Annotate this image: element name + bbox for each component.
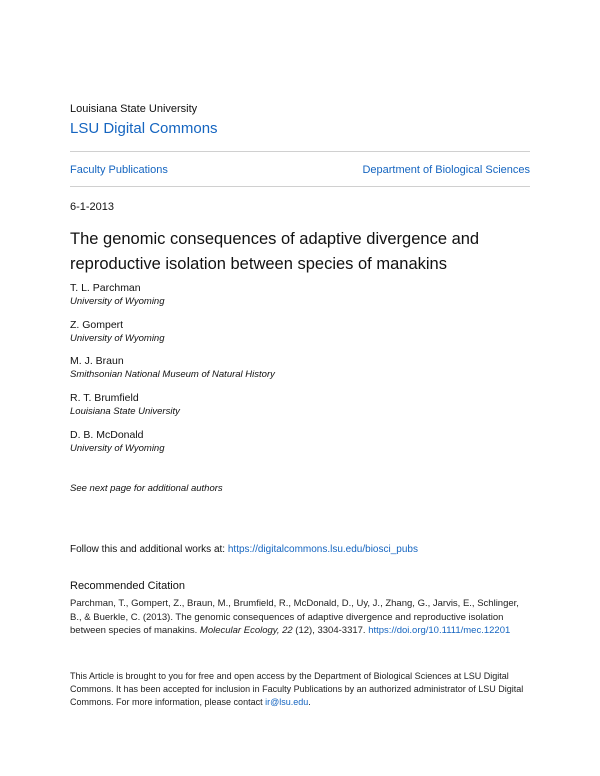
author-affiliation: University of Wyoming xyxy=(70,333,165,344)
follow-line xyxy=(70,544,418,555)
institution-name: Louisiana State University xyxy=(70,103,198,115)
author-entry xyxy=(70,318,165,346)
author-name: D. B. McDonald xyxy=(70,429,144,441)
publication-date: 6-1-2013 xyxy=(70,201,115,213)
notice-end: . xyxy=(308,697,311,707)
citation-text xyxy=(70,597,530,638)
collection-link[interactable]: https://digitalcommons.lsu.edu/biosci_pubs xyxy=(227,544,418,555)
author-name: R. T. Brumfield xyxy=(70,392,139,404)
divider xyxy=(70,151,530,152)
author-entry xyxy=(70,428,165,456)
citation-journal: Molecular Ecology, 22 xyxy=(199,625,293,636)
divider xyxy=(70,186,530,187)
repository-link[interactable]: LSU Digital Commons xyxy=(70,120,218,137)
author-name: Z. Gompert xyxy=(70,319,124,331)
author-affiliation: Smithsonian National Museum of Natural History xyxy=(70,369,275,380)
faculty-publications-link[interactable]: Faculty Publications xyxy=(70,164,168,176)
access-notice xyxy=(70,670,530,709)
author-affiliation: University of Wyoming xyxy=(70,296,165,307)
author-name: M. J. Braun xyxy=(70,355,124,367)
follow-text: Follow this and additional works at: xyxy=(70,544,228,555)
citation-body: Parchman, T., Gompert, Z., Braun, M., Brumfield, R., McDonald, D., Uy, J., Zhang, G., Jarvis, E., Schlinger, B., & Buerkle, C. (2013). The genomic consequences of adaptive divergence and reproductive isolation between species of manakins. xyxy=(70,598,519,636)
citation-pages: (12), 3304-3317. xyxy=(292,625,369,636)
author-affiliation: Louisiana State University xyxy=(70,406,180,417)
article-title: The genomic consequences of adaptive divergence and reproductive isolation between species of manakins xyxy=(70,230,480,273)
author-entry xyxy=(70,354,275,382)
additional-authors-note: See next page for additional authors xyxy=(70,483,223,494)
citation-heading: Recommended Citation xyxy=(70,580,185,592)
author-name: T. L. Parchman xyxy=(70,282,141,294)
contact-email-link[interactable]: ir@lsu.edu xyxy=(265,697,309,707)
author-affiliation: University of Wyoming xyxy=(70,443,165,454)
department-link[interactable]: Department of Biological Sciences xyxy=(362,164,530,176)
doi-link[interactable]: https://doi.org/10.1111/mec.12201 xyxy=(368,625,511,636)
notice-text: This Article is brought to you for free and open access by the Department of Biological Sciences at LSU Digital Commons. It has been accepted for inclusion in Faculty Publications by an authorized administrator of LSU Digital Commons. For more information, please contact xyxy=(70,671,524,707)
author-entry xyxy=(70,281,165,309)
author-entry xyxy=(70,391,180,419)
